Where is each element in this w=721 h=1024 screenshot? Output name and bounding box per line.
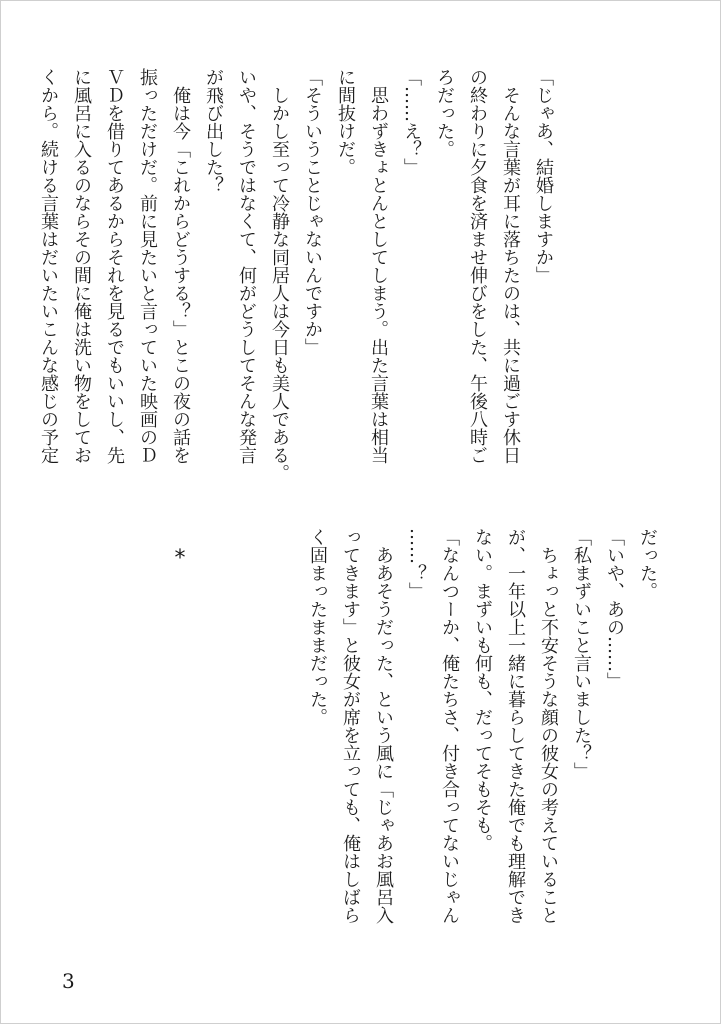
text-line: だった。 <box>637 528 658 600</box>
text-line: 「なんつーか、俺たちさ、付き合ってないじゃん <box>439 528 460 924</box>
text-line: 「……え？」 <box>401 68 422 176</box>
text-line: ってきます」と彼女が席を立っても、俺はしばら <box>340 528 361 924</box>
text-line: ＶＤを借りてあるからそれを見るでもいいし、先 <box>104 68 125 464</box>
text-line: 「私まずいこと言いました？」 <box>571 528 592 780</box>
page-number: 3 <box>62 969 75 993</box>
text-line: 「じゃあ、結婚しますか」 <box>533 68 554 284</box>
text-line: 振っただけだ。前に見たいと言っていた映画のＤ <box>137 68 158 464</box>
text-line: そんな言葉が耳に落ちたのは、共に過ごす休日 <box>500 68 521 464</box>
text-line: ろだった。 <box>434 68 455 158</box>
text-line: 「いや、あの……」 <box>604 528 625 690</box>
scene-break-asterisk: * <box>174 546 186 571</box>
text-line: に間抜けだ。 <box>335 68 356 176</box>
text-line: 「そういうことじゃないんですか」 <box>302 68 323 356</box>
text-line: が、一年以上一緒に暮らしてきた俺でも理解でき <box>505 528 526 924</box>
text-line: ああそうだった、という風に「じゃあお風呂入 <box>373 528 394 924</box>
text-line: の終わりに夕食を済ませ伸びをした、午後八時ご <box>467 68 488 464</box>
text-line: が飛び出した？ <box>203 68 224 194</box>
text-line: くから。続ける言葉はだいたいこんな感じの予定 <box>38 68 59 464</box>
text-line: 思わずきょとんとしてしまう。出た言葉は相当 <box>368 68 389 464</box>
text-line: しかし至って冷静な同居人は今日も美人である。 <box>269 68 290 482</box>
text-line: 俺は今「これからどうする？」とこの夜の話を <box>170 68 191 464</box>
text-line: いや、そうではなくて、何がどうしてそんな発言 <box>236 68 257 464</box>
text-column-lower <box>300 528 664 968</box>
text-line: ……？」 <box>406 528 427 600</box>
text-line: ない。まずいも何も、だってそもそも。 <box>472 528 493 852</box>
text-line: に風呂に入るのならその間に俺は洗い物をしてお <box>71 68 92 464</box>
text-line: ちょっと不安そうな顔の彼女の考えていること <box>538 528 559 924</box>
text-column-upper <box>38 68 560 508</box>
text-line: く固まったままだった。 <box>307 528 328 726</box>
